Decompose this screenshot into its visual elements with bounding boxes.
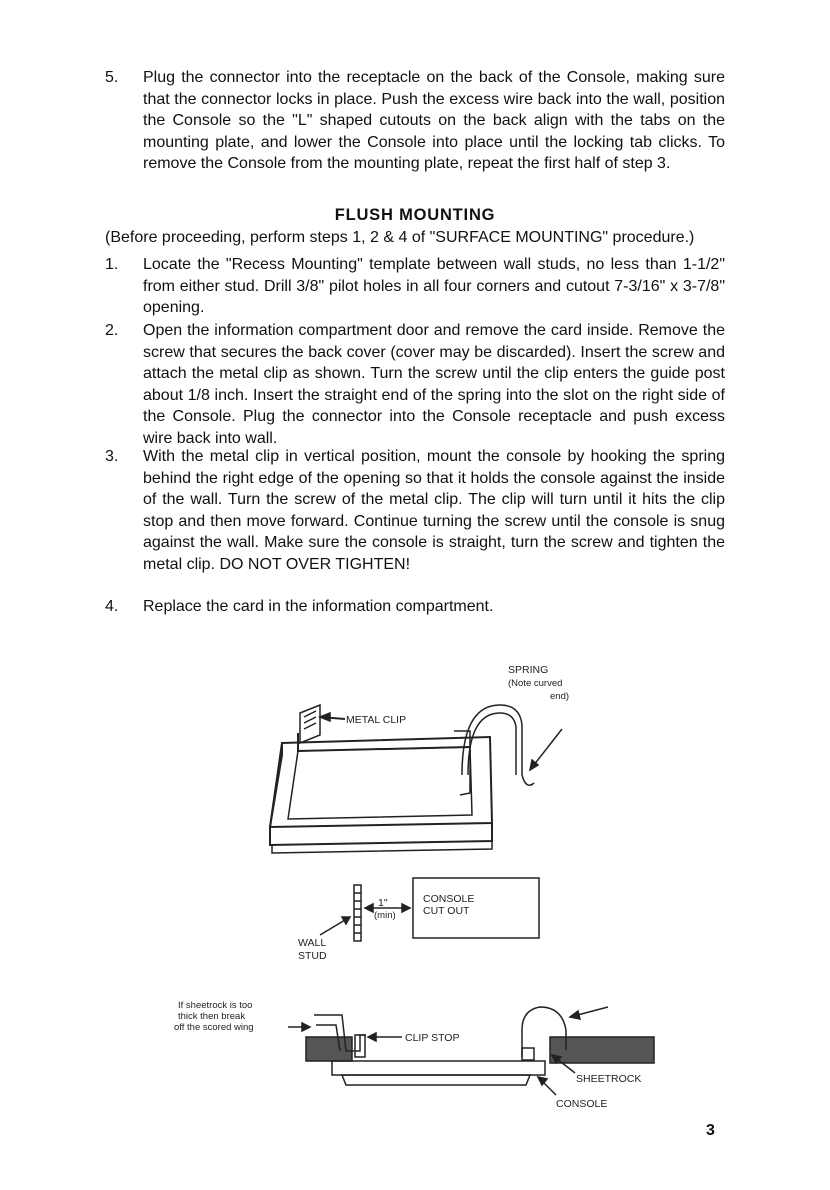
sheetrock-note-line-1: If sheetrock is too [178,1000,253,1011]
flush-step-1 [105,254,725,319]
section-intro: (Before proceeding, perform steps 1, 2 & 4 of "SURFACE MOUNTING" procedure.) [105,229,695,246]
flush-step-2-number: 2. [105,322,119,339]
flush-mounting-diagram [170,655,670,1115]
flush-step-2 [105,320,725,449]
flush-step-3 [105,446,725,575]
clearance-label-line-1: 1" [378,897,388,909]
sheetrock-label: SHEETROCK [576,1073,642,1085]
page-number: 3 [706,1122,715,1139]
spring-label-line-3: end) [550,691,570,702]
section-heading: FLUSH MOUNTING [334,206,496,224]
flush-step-3-number: 3. [105,448,119,465]
flush-step-2-text: Open the information compartment door and remove the card inside. Remove the screw that secures the back cover (cover may be discarded). Insert the screw and attach the metal clip as shown. Turn the screw until the clip enters the guide post about 1/8 inch. Insert the straight end of the spring into the slot on the right side of the Console. Plug the connector into the Console receptacle and push excess wire back into wall. [143,322,725,447]
metal-clip-label: METAL CLIP [346,714,407,726]
cutout-label-line-2: CUT OUT [423,905,470,917]
flush-step-4-text: Replace the card in the information compartment. [143,598,494,615]
spring-label-line-1: SPRING [508,664,549,676]
spring-label-line-2: (Note curved [508,678,563,689]
sheetrock-note-line-2: thick then break [178,1011,246,1022]
console-illustration [270,733,492,853]
metal-clip-shape [300,705,345,743]
step-5-paragraph [105,67,725,175]
wall-stud-label-line-1: WALL [298,937,327,949]
step-5-text: Plug the connector into the receptacle on the back of the Console, making sure that the connector locks in place. Push the excess wire back into the wall, position the Console so the "L" shaped cutouts on the back align with the tabs on the mounting plate, and lower the Console into place until the locking tab clicks. To remove the Console from the mounting plate, repeat the first half of step 3. [143,69,725,172]
wall-stud-label-line-2: STUD [298,950,327,962]
flush-step-1-text: Locate the "Recess Mounting" template between wall studs, no less than 1-1/2" from either stud. Drill 3/8" pilot holes in all four corners and cutout 7-3/16" x 3-7/8" opening. [143,256,725,316]
clip-stop-label: CLIP STOP [405,1032,460,1044]
flush-step-3-text: With the metal clip in vertical position, mount the console by hooking the spring behind the right edge of the opening so that it holds the console against the inside of the wall. Turn the screw of the metal clip. The clip will turn until it hits the clip stop and then move forward. Continue turning the screw until the console is snug against the wall. Make sure the console is straight, turn the screw and tighten the metal clip. DO NOT OVER TIGHTEN! [143,448,725,573]
flush-step-4 [105,596,725,618]
clearance-label-line-2: (min) [374,910,396,921]
console-label: CONSOLE [556,1098,608,1110]
step-5-number: 5. [105,69,119,86]
diagram-svg [170,655,670,1115]
flush-step-4-number: 4. [105,598,119,615]
sheetrock-note-line-3: off the scored wing [174,1022,254,1033]
cutout-label-line-1: CONSOLE [423,893,475,905]
spring-shape [454,705,562,795]
flush-step-1-number: 1. [105,256,119,273]
